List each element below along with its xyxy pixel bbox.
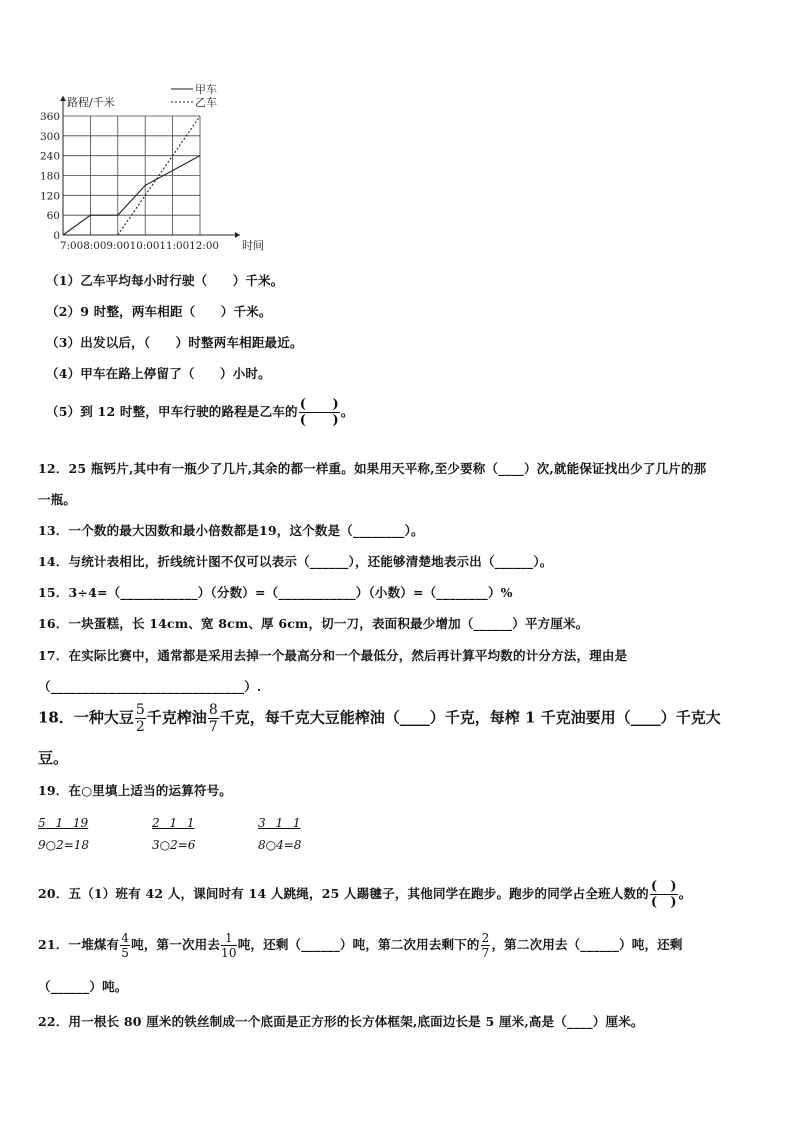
- fraction-denominator: ( ): [299, 413, 339, 428]
- fraction-numerator: 4: [121, 931, 130, 945]
- fraction-two-sevenths: [481, 932, 491, 959]
- question-21-text-b: 吨，第一次用去: [131, 937, 221, 952]
- y-tick-label: 240: [39, 150, 60, 163]
- y-tick-label: 360: [39, 111, 60, 123]
- question-21-line1: [38, 932, 683, 959]
- y-tick-label: 120: [39, 190, 60, 203]
- question-22: 22．用一根长 80 厘米的铁丝制成一个底面是正方形的长方体框架,底面边长是 5 厘米,高是（____）厘米。: [38, 1014, 644, 1029]
- answer-fraction: [299, 398, 340, 427]
- fraction-denominator: 2: [135, 719, 145, 735]
- y-tick-label: 300: [39, 130, 60, 143]
- question-19: 19．在○里填上适当的运算符号。: [38, 783, 233, 798]
- x-tick-labels: 7:008:009:0010:0011:0012:00: [60, 240, 219, 252]
- question-12-line2: 一瓶。: [38, 492, 77, 507]
- exercise-3-expression: 8○4=8: [258, 838, 302, 852]
- question-18-line2: 豆。: [38, 749, 69, 767]
- question-18-text-c: 千克，每千克大豆能榨油（____）千克，每榨 1 千克油要用（____）千克大: [219, 708, 721, 727]
- y-tick-label: 0: [53, 230, 60, 242]
- sub-question-4: （4）甲车在路上停留了（ ）小时。: [46, 366, 271, 381]
- fraction-numerator: 5: [135, 702, 145, 718]
- question-12-line1: 12．25 瓶钙片,其中有一瓶少了几片,其余的都一样重。如果用天平称,至少要称（____）次,就能保证找出少了几片的那: [38, 461, 707, 476]
- exercise-3-numerators: 3 1 1: [258, 816, 301, 830]
- exercise-2-expression: 3○2=6: [152, 838, 196, 852]
- fraction-one-tenth: [221, 932, 237, 959]
- question-21-text-c: 吨，还剩（______）吨，第二次用去剩下的: [237, 937, 480, 952]
- question-20-end: 。: [678, 886, 692, 901]
- sub-question-5: [46, 398, 354, 427]
- fraction-numerator: ( ): [650, 879, 677, 894]
- answer-fraction: [650, 880, 678, 909]
- fraction-denominator: 7: [208, 719, 218, 735]
- question-14: 14．与统计表相比，折线统计图不仅可以表示（______），还能够清楚地表示出（______）。: [38, 554, 553, 569]
- fraction-eight-sevenths: [208, 703, 219, 734]
- legend-label-2: 乙车: [195, 96, 217, 109]
- y-tick-label: 180: [39, 170, 60, 183]
- sub-question-5-text: （5）到 12 时整，甲车行驶的路程是乙车的: [46, 404, 298, 419]
- fraction-denominator: ( ): [650, 895, 677, 910]
- fraction-denominator: 5: [121, 946, 130, 960]
- sub-question-1: （1）乙车平均每小时行驶（ ）千米。: [46, 273, 284, 288]
- fraction-four-fifths: [120, 932, 130, 959]
- question-21-text-d: ，第二次用去（______）吨，还剩: [491, 937, 683, 952]
- fraction-denominator: 7: [481, 946, 490, 960]
- line-chart: [28, 80, 288, 255]
- exercise-1-expression: 9○2=18: [38, 838, 90, 852]
- question-17-line1: 17．在实际比赛中，通常都是采用去掉一个最高分和一个最低分，然后再计算平均数的计分方法，理由是: [38, 648, 628, 663]
- question-15: 15．3÷4=（____________）（分数）=（____________）（小数）=（________）%: [38, 585, 513, 600]
- question-16: 16．一块蛋糕，长 14cm、宽 8cm、厚 6cm，切一刀，表面积最少增加（______）平方厘米。: [38, 616, 589, 631]
- question-13: 13．一个数的最大因数和最小倍数都是19，这个数是（________）。: [38, 523, 424, 538]
- fraction-numerator: 8: [208, 702, 218, 718]
- y-axis-arrow: [60, 96, 66, 101]
- exercise-1-numerators: 5 1 19: [38, 816, 89, 830]
- exercise-2-numerators: 2 1 1: [152, 816, 195, 830]
- sub-question-3: （3）出发以后，（ ）时整两车相距最近。: [46, 335, 303, 350]
- fraction-numerator: ( ): [299, 397, 339, 412]
- question-20-text: 20．五（1）班有 42 人，课间时有 14 人跳绳，25 人踢毽子，其他同学在跑步。跑步的同学占全班人数的: [38, 886, 649, 901]
- sub-question-2: （2）9 时整，两车相距（ ）千米。: [46, 304, 272, 319]
- question-17-line2: （______________________________）.: [38, 679, 262, 694]
- fraction-numerator: 1: [221, 932, 237, 946]
- fraction-denominator: 10: [221, 946, 237, 960]
- question-21-text-a: 21．一堆煤有: [38, 937, 120, 952]
- question-20: [38, 880, 691, 909]
- question-18-text-b: 千克榨油: [146, 708, 207, 727]
- y-tick-label: 60: [46, 210, 60, 223]
- sub-question-5-end: 。: [340, 404, 354, 419]
- y-axis-label: 路程/千米: [67, 96, 115, 109]
- x-axis-label: 时间: [242, 239, 264, 252]
- question-21-line2: （______）吨。: [38, 979, 128, 994]
- x-axis-arrow: [235, 232, 240, 238]
- legend-label-1: 甲车: [195, 83, 217, 96]
- chart-svg: [28, 80, 288, 255]
- question-18-line1: [38, 703, 721, 734]
- question-18-text-a: 18．一种大豆: [38, 708, 134, 727]
- fraction-five-halves: [135, 703, 146, 734]
- fraction-numerator: 2: [481, 931, 490, 945]
